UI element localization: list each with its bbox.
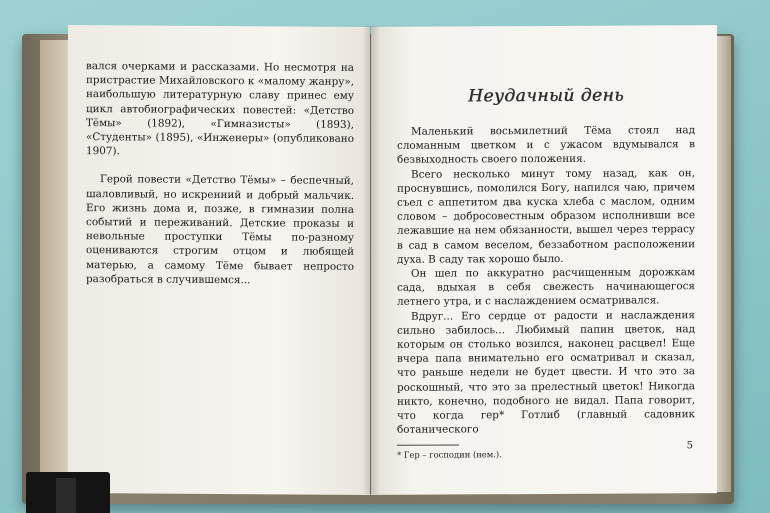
right-paragraph-3: Он шел по аккуратно расчищенным дорожкам сада, вдыхая в себя свежесть начинающегося летнего утра, и с наслаждением осматривался.	[397, 266, 695, 309]
right-page-text	[397, 123, 695, 437]
footnote: * Гер – господин (нем.).	[397, 449, 502, 461]
left-page	[68, 25, 370, 495]
left-paragraph-2: Герой повести «Детство Тёмы» – беспечный, шаловливый, но искренний и добрый мальчик. Его жизнь дома и, позже, в гимназии полна событий и переживаний. Детские проказы и невольные проступки Тёмы по-разному оцениваются строгим отцом и любящей матерью, а самому Тёме бывает непросто разобраться в случившемся...	[86, 173, 354, 287]
left-page-text	[86, 59, 354, 288]
binder-clip	[26, 472, 110, 513]
chapter-title: Неудачный день	[468, 85, 624, 107]
page-number: 5	[686, 440, 693, 452]
book-gutter	[362, 26, 380, 494]
footnote-rule	[397, 445, 459, 446]
left-page-edges	[40, 40, 68, 495]
right-page	[371, 25, 717, 495]
right-paragraph-1: Маленький восьмилетний Тёма стоял над сломанным цветком и с ужасом вдумывался в безвыходность своего положения.	[397, 124, 695, 167]
right-page-edges	[717, 36, 731, 492]
left-paragraph-1: вался очерками и рассказами. Но несмотря на пристрастие Михайловского к «малому жанру», наибольшую литературную славу принес ему цикл автобиографических повестей: «Детство Тёмы» (1892), «Гимназисты» (1893), «Студенты» (1895), «Инженеры» (опубликовано 1907).	[86, 60, 354, 158]
right-paragraph-2: Всего несколько минут тому назад, как он, проснувшись, помолился Богу, напился чаю, причем съел с аппетитом два куска хлеба с маслом, одним словом – добросовестным образом исполнивши все лежавшие на нем обязанности, вышел через террасу в сад в самом веселом, беззаботном расположении духа. В саду так хорошо было.	[397, 166, 695, 266]
right-paragraph-4: Вдруг... Его сердце от радости и наслаждения сильно забилось... Любимый папин цветок, над которым он столько возился, наконец расцвел! Еще вчера папа внимательно его осматривал и сказал, что раньше недели не будет цвести. И что это за роскошный, что это за прелестный цветок! Никогда никто, конечно, подобного не видал. Папа говорит, что когда гер* Готлиб (главный садовник ботанического	[397, 308, 695, 437]
